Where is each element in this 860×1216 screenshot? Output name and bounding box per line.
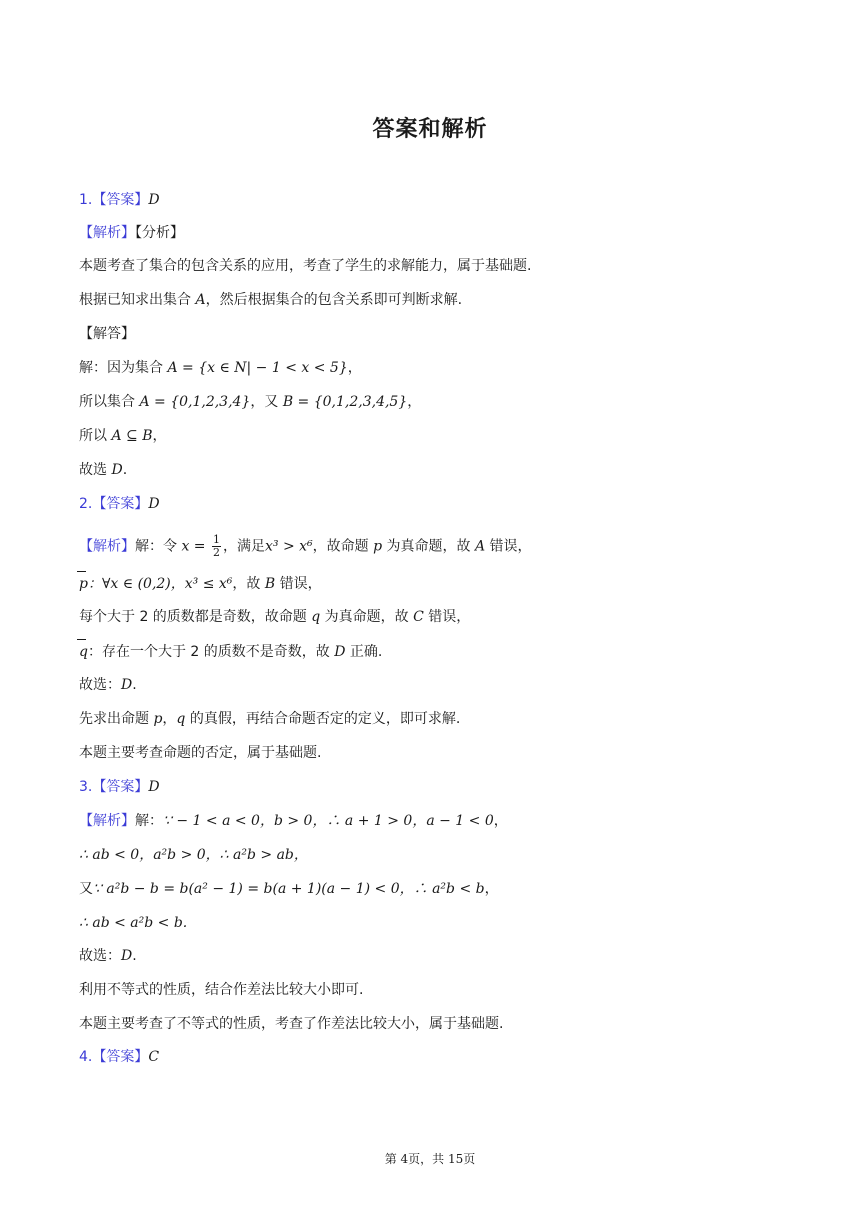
q2-answer: D [148,496,160,512]
q3-analysis-line-5 [79,946,137,966]
q2-l6-math-p: p [153,711,163,727]
q2-l5-math: D [121,677,133,693]
q4-answer: C [148,1049,160,1065]
q2-l2-text-a: ，故 [232,576,265,592]
q2-l5-punct: . [132,677,137,693]
q1-solution-line-4 [79,460,127,480]
q3-l1-text: 解： [135,813,163,829]
q1-l3-math: A ⊆ B [111,428,153,444]
q3-l3-punct: ， [484,881,499,897]
q2-l1-math-b: x³ > x⁶ [264,538,313,555]
q1-answer-tag: 【答案】 [92,192,149,208]
q2-analysis-line-7: 本题主要考查命题的否定，属于基础题. [79,745,322,761]
q2-l2-math: ：∀x ∈ (0,2)，x³ ≤ x⁶ [87,576,233,592]
q2-l2-text-b: 错误， [275,576,322,592]
q1-l1-math: A = {x ∈ N| − 1 < x < 5} [167,360,348,376]
q2-l5-text: 故选： [79,677,121,693]
q2-l2-math-B: B [264,576,276,592]
q2-l1-text-a: 解：令 [135,538,182,555]
q3-l5-punct: . [132,948,137,964]
q3-answer-line [79,777,160,797]
q3-l2-math: ∴ ab < 0，a²b > 0，∴ a²b > ab， [79,847,308,863]
q1-fenxi-2 [79,290,462,310]
q1-fenxi-2-text-b: ，然后根据集合的包含关系即可判断求解. [205,292,463,308]
q2-number: 2. [79,496,93,512]
q1-l1-punct: ， [347,360,362,376]
q1-analysis-header [79,223,184,243]
q2-l4-text-a: ：存在一个大于 2 的质数不是奇数，故 [87,644,335,660]
q2-answer-tag: 【答案】 [92,496,149,512]
q2-l1-text-c: ，故命题 [312,538,374,555]
q2-l6-text-c: 的真假，再结合命题否定的定义，即可求解. [185,711,461,727]
q3-analysis-line-3 [79,879,499,899]
q2-l3-text-a: 每个大于 2 的质数都是奇数，故命题 [79,609,312,625]
q3-analysis-line-2 [79,845,308,865]
q1-l2-math-a: A = {0,1,2,3,4} [139,394,251,410]
q2-l4-text-b: 正确. [345,644,383,660]
q2-l3-text-b: 为真命题，故 [320,609,414,625]
q2-l1-text-e: 错误， [485,538,532,555]
page-title: 答案和解析 [372,117,488,142]
q2-analysis-line-3 [79,607,470,627]
q2-analysis-line-6 [79,709,460,729]
q1-solution-line-3 [79,426,166,446]
q3-analysis-line-6: 利用不等式的性质，结合作差法比较大小即可. [79,982,364,998]
q3-analysis-line-1 [79,811,508,831]
q1-l1-text: 解：因为集合 [79,360,168,376]
q3-answer-tag: 【答案】 [92,779,149,795]
q2-analysis-line-5 [79,675,137,695]
q1-l3-text: 所以 [79,428,112,444]
q1-jieda-tag: 【解答】 [79,326,135,342]
q2-not-q: q [79,644,88,660]
q1-answer-line [79,190,160,210]
q1-number: 1. [79,192,93,208]
q2-l1-math-A: A [474,538,486,555]
q1-fenxi-2-text-a: 根据已知求出集合 [79,292,196,308]
q1-l4-text: 故选 [79,462,112,478]
q3-l3-math: ∵ a²b − b = b(a² − 1) = b(a + 1)(a − 1) < 0，∴ a²b < b [93,881,485,897]
q1-answer: D [148,192,160,208]
q2-l1-text-b: ，满足 [222,538,265,555]
q3-analysis-line-7: 本题主要考查了不等式的性质，考查了作差法比较大小，属于基础题. [79,1016,504,1032]
q3-answer: D [148,779,160,795]
q3-l1-math: ∵ − 1 < a < 0，b > 0，∴ a + 1 > 0，a − 1 < 0 [163,813,494,829]
q2-analysis-line-1 [79,534,532,559]
q2-l6-text-a: 先求出命题 [79,711,154,727]
q2-analysis-line-2 [79,574,322,594]
page-footer: 第 4页，共 15页 [384,1152,476,1166]
q2-l3-math-q: q [311,609,321,625]
q1-l2-text-a: 所以集合 [79,394,140,410]
q3-l3-text: 又 [79,881,93,897]
q3-l4-math: ∴ ab < a²b < b. [79,915,188,931]
q2-l3-math-C: C [413,609,424,625]
q1-analysis-tag: 【解析】 [79,225,135,241]
q2-analysis-line-4 [79,642,382,662]
q1-l4-punct: . [122,462,128,478]
q1-l2-math-b: B = {0,1,2,3,4,5} [282,394,408,410]
q4-number: 4. [79,1049,93,1065]
q2-fraction [212,534,221,559]
q1-solution-line-1 [79,358,362,378]
q2-frac-denominator: 2 [212,546,220,559]
q2-l6-text-b: ， [162,711,177,727]
q2-analysis-tag: 【解析】 [79,538,135,555]
q4-answer-line [79,1047,159,1067]
q2-l1-math-p: p [373,538,383,555]
q1-l4-math: D [111,462,123,478]
q2-frac-numerator: 1 [212,533,220,546]
q1-fenxi-tag: 【分析】 [135,225,184,241]
q3-analysis-tag: 【解析】 [79,813,135,829]
q2-answer-line [79,494,160,514]
q3-l5-text: 故选： [79,948,121,964]
q2-l6-math-q: q [176,711,186,727]
q1-l2-punct: ， [407,394,422,410]
q1-fenxi-1: 本题考查了集合的包含关系的应用，考查了学生的求解能力，属于基础题. [79,258,532,274]
q4-answer-tag: 【答案】 [92,1049,149,1065]
q3-l1-punct: ， [493,813,508,829]
q2-l1-text-d: 为真命题，故 [382,538,475,555]
q3-analysis-line-4 [79,913,187,933]
q2-l4-math-D: D [334,644,346,660]
q3-number: 3. [79,779,93,795]
q2-l1-math-a: x = [181,538,210,555]
q1-l3-punct: ， [152,428,167,444]
q2-not-p: p [79,576,88,592]
q2-l3-text-c: 错误， [423,609,471,625]
q1-fenxi-2-math: A [195,292,206,308]
q1-solution-line-2 [79,392,421,412]
q1-l2-text-b: ，又 [250,394,283,410]
q3-l5-math: D [121,948,133,964]
